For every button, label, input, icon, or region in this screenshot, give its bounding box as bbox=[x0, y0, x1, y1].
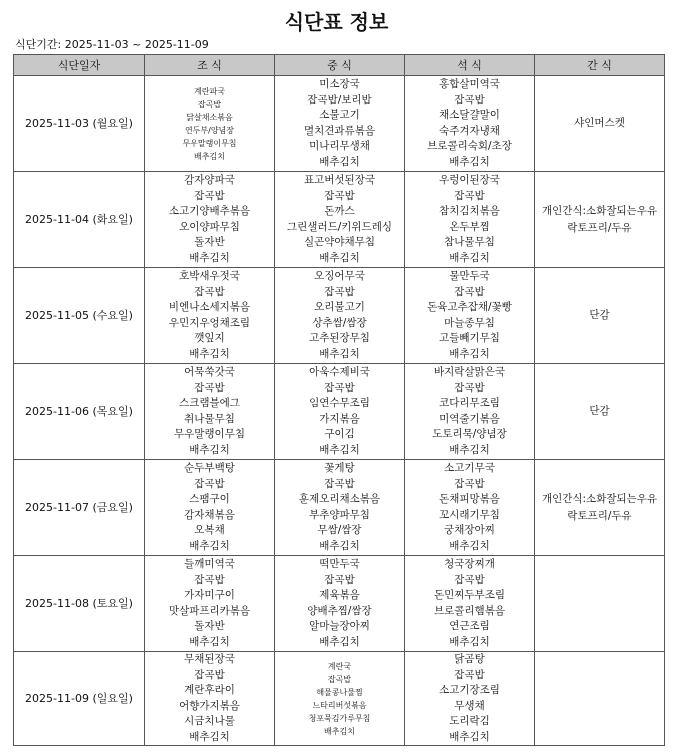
menu-item: 참치김치볶음 bbox=[439, 205, 500, 217]
menu-item: 계란후라이 bbox=[184, 684, 235, 696]
snack-cell bbox=[535, 652, 665, 746]
snack-cell bbox=[535, 172, 665, 268]
menu-item: 깻잎지 bbox=[194, 332, 225, 344]
table-row bbox=[14, 460, 665, 556]
menu-item: 무우말랭이무침 bbox=[182, 138, 237, 148]
table-row bbox=[14, 556, 665, 652]
menu-item: 잡곡밥 bbox=[324, 381, 355, 394]
menu-item: 잡곡밥/보리밥 bbox=[307, 93, 372, 106]
menu-item: 배추김치 bbox=[319, 347, 360, 360]
menu-item: 배추김치 bbox=[449, 155, 490, 168]
menu-item: 가자미구이 bbox=[184, 589, 235, 601]
date-cell: 2025-11-06 (목요일) bbox=[14, 364, 145, 460]
menu-item: 샤인머스켓 bbox=[574, 117, 625, 129]
menu-item: 배추김치 bbox=[189, 251, 230, 264]
lunch-cell bbox=[275, 364, 405, 460]
header-breakfast: 조 식 bbox=[145, 55, 275, 76]
menu-item: 잡곡밥 bbox=[324, 477, 355, 490]
breakfast-cell bbox=[145, 76, 275, 172]
menu-item: 소고기장조림 bbox=[439, 684, 500, 696]
lunch-cell bbox=[275, 172, 405, 268]
menu-item: 돌자반 bbox=[194, 620, 225, 632]
menu-item: 배추김치 bbox=[319, 443, 360, 456]
menu-item: 계란파국 bbox=[194, 86, 225, 96]
menu-item: 가지볶음 bbox=[319, 412, 360, 425]
menu-item: 소고기양배추볶음 bbox=[168, 205, 251, 217]
menu-item: 잡곡밥 bbox=[454, 381, 485, 394]
menu-item: 순두부백탕 bbox=[184, 462, 235, 474]
menu-item: 코다리무조림 bbox=[439, 397, 500, 409]
menu-item: 도리락김 bbox=[449, 715, 490, 727]
header-dinner: 석 식 bbox=[405, 55, 535, 76]
menu-item: 청포묵김가루무침 bbox=[308, 713, 371, 723]
dinner-cell bbox=[405, 556, 535, 652]
menu-item: 알마늘장아찌 bbox=[309, 620, 370, 632]
menu-item: 무생채 bbox=[454, 699, 485, 712]
menu-item: 배추김치 bbox=[319, 539, 360, 552]
menu-item: 숙주겨자냉채 bbox=[439, 124, 500, 137]
menu-item: 미나리무생채 bbox=[309, 140, 370, 152]
menu-item: 무우말랭이무침 bbox=[173, 428, 245, 440]
date-cell: 2025-11-07 (금요일) bbox=[14, 460, 145, 556]
date-cell: 2025-11-08 (토요일) bbox=[14, 556, 145, 652]
menu-item: 취나물무침 bbox=[184, 412, 235, 425]
menu-item: 락토프리/두유 bbox=[567, 221, 632, 234]
menu-item: 멸치견과류볶음 bbox=[303, 124, 375, 137]
menu-item: 오복채 bbox=[194, 524, 225, 536]
snack-cell bbox=[535, 556, 665, 652]
menu-item: 배추김치 bbox=[449, 730, 490, 743]
menu-item: 돈육고추잡채/꽃빵 bbox=[427, 301, 512, 313]
menu-item: 떡만두국 bbox=[319, 558, 360, 570]
menu-item: 돈까스 bbox=[324, 205, 355, 217]
menu-item: 표고버섯된장국 bbox=[303, 174, 375, 186]
menu-item: 잡곡밥 bbox=[454, 189, 485, 202]
menu-item: 배추김치 bbox=[319, 155, 360, 168]
menu-item: 잡곡밥 bbox=[194, 285, 225, 298]
menu-item: 감자양파국 bbox=[184, 174, 235, 186]
menu-item: 잡곡밥 bbox=[454, 668, 485, 681]
menu-item: 들깨미역국 bbox=[184, 558, 235, 570]
snack-cell bbox=[535, 460, 665, 556]
breakfast-cell bbox=[145, 460, 275, 556]
menu-item: 돈민찌두부조림 bbox=[433, 589, 505, 601]
menu-item: 개인간식:소화잘되는우유 bbox=[541, 204, 658, 217]
menu-item: 잡곡밥 bbox=[194, 477, 225, 490]
breakfast-cell bbox=[145, 556, 275, 652]
menu-item: 고들빼기무침 bbox=[439, 332, 500, 344]
dinner-cell bbox=[405, 460, 535, 556]
lunch-cell bbox=[275, 76, 405, 172]
table-row bbox=[14, 268, 665, 364]
menu-item: 임연수무조림 bbox=[309, 397, 370, 409]
menu-item: 돈채피망볶음 bbox=[439, 493, 500, 505]
menu-item: 무쌈/쌈장 bbox=[317, 524, 362, 536]
menu-item: 닭곰탕 bbox=[454, 653, 485, 665]
menu-item: 배추김치 bbox=[449, 443, 490, 456]
menu-item: 상추쌈/쌈장 bbox=[312, 316, 367, 329]
menu-item: 배추김치 bbox=[194, 151, 225, 161]
menu-item: 잡곡밥 bbox=[327, 674, 352, 684]
menu-item: 마늘종무침 bbox=[444, 316, 495, 329]
menu-item: 오이양파무침 bbox=[179, 220, 240, 233]
menu-item: 도토리묵/양념장 bbox=[432, 428, 507, 440]
menu-item: 시금치나물 bbox=[184, 715, 235, 727]
menu-item: 잡곡밥 bbox=[324, 189, 355, 202]
header-date: 식단일자 bbox=[14, 55, 145, 76]
table-row bbox=[14, 172, 665, 268]
menu-item: 배추김치 bbox=[449, 539, 490, 552]
lunch-cell bbox=[275, 556, 405, 652]
menu-item: 양배추찜/쌈장 bbox=[307, 604, 372, 617]
menu-item: 잡곡밥 bbox=[454, 477, 485, 490]
breakfast-cell bbox=[145, 172, 275, 268]
menu-item: 연두부/양념장 bbox=[184, 125, 235, 135]
menu-item: 계란국 bbox=[327, 661, 352, 671]
menu-item: 감자채볶음 bbox=[184, 508, 235, 521]
menu-item: 배추김치 bbox=[449, 347, 490, 360]
menu-item: 아욱수제비국 bbox=[309, 366, 370, 378]
menu-item: 부추양파무침 bbox=[309, 508, 370, 521]
menu-item: 스팸구이 bbox=[189, 493, 230, 505]
menu-item: 채소달걀말이 bbox=[439, 109, 500, 121]
date-cell: 2025-11-04 (화요일) bbox=[14, 172, 145, 268]
menu-item: 홍합살미역국 bbox=[439, 78, 500, 90]
menu-item: 배추김치 bbox=[324, 726, 355, 736]
menu-item: 그린샐러드/키위드레싱 bbox=[287, 220, 392, 233]
menu-item: 배추김치 bbox=[319, 251, 360, 264]
menu-item: 개인간식:소화잘되는우유 bbox=[541, 492, 658, 505]
menu-item: 궁채장아찌 bbox=[444, 524, 495, 536]
menu-item: 배추김치 bbox=[189, 539, 230, 552]
dinner-cell bbox=[405, 364, 535, 460]
menu-item: 배추김치 bbox=[189, 443, 230, 456]
lunch-cell bbox=[275, 268, 405, 364]
breakfast-cell bbox=[145, 364, 275, 460]
menu-item: 어묵쑥갓국 bbox=[184, 366, 235, 378]
dinner-cell bbox=[405, 268, 535, 364]
menu-item: 잡곡밥 bbox=[324, 573, 355, 586]
meal-period: 식단기간: 2025-11-03 ~ 2025-11-09 bbox=[15, 38, 209, 51]
menu-item: 배추김치 bbox=[189, 347, 230, 360]
menu-item: 오징어무국 bbox=[314, 270, 365, 282]
menu-item: 배추김치 bbox=[449, 251, 490, 264]
menu-item: 락토프리/두유 bbox=[567, 509, 632, 522]
menu-item: 고추된장무침 bbox=[309, 332, 370, 344]
dinner-cell bbox=[405, 652, 535, 746]
menu-item: 제육볶음 bbox=[319, 589, 360, 601]
menu-item: 돌자반 bbox=[194, 236, 225, 248]
menu-item: 스크램블에그 bbox=[179, 397, 240, 409]
menu-item: 실곤약야채무침 bbox=[303, 236, 375, 248]
menu-item: 미소장국 bbox=[319, 78, 360, 90]
dinner-cell bbox=[405, 172, 535, 268]
menu-item: 느타리버섯볶음 bbox=[312, 700, 367, 710]
snack-cell bbox=[535, 364, 665, 460]
breakfast-cell bbox=[145, 268, 275, 364]
menu-item: 우렁이된장국 bbox=[439, 174, 500, 186]
menu-item: 잡곡밥 bbox=[454, 93, 485, 106]
menu-item: 무채된장국 bbox=[184, 653, 235, 665]
header-lunch: 중 식 bbox=[275, 55, 405, 76]
menu-item: 잡곡밥 bbox=[324, 285, 355, 298]
dinner-cell bbox=[405, 76, 535, 172]
menu-item: 구이김 bbox=[324, 428, 355, 440]
snack-cell bbox=[535, 76, 665, 172]
table-row bbox=[14, 652, 665, 746]
page-title: 식단표 정보 bbox=[284, 10, 389, 34]
menu-item: 잡곡밥 bbox=[194, 668, 225, 681]
menu-item: 온두부찜 bbox=[449, 220, 490, 233]
menu-item: 미역줄기볶음 bbox=[439, 412, 500, 425]
table-row bbox=[14, 76, 665, 172]
menu-item: 닭살채소볶음 bbox=[186, 112, 233, 122]
menu-item: 배추김치 bbox=[319, 635, 360, 648]
menu-item: 잡곡밥 bbox=[197, 99, 222, 109]
menu-item: 어향가지볶음 bbox=[179, 699, 240, 712]
menu-item: 배추김치 bbox=[189, 730, 230, 743]
menu-item: 배추김치 bbox=[189, 635, 230, 648]
menu-item: 잡곡밥 bbox=[194, 381, 225, 394]
menu-item: 잡곡밥 bbox=[454, 285, 485, 298]
table-row bbox=[14, 364, 665, 460]
date-cell: 2025-11-03 (월요일) bbox=[14, 76, 145, 172]
meal-table bbox=[13, 54, 665, 746]
menu-item: 참나물무침 bbox=[444, 236, 495, 248]
table-header-row bbox=[14, 55, 665, 76]
date-cell: 2025-11-09 (일요일) bbox=[14, 652, 145, 746]
snack-cell bbox=[535, 268, 665, 364]
menu-item: 우민지우엉채조림 bbox=[168, 316, 251, 329]
menu-item: 물만두국 bbox=[449, 270, 490, 282]
menu-item: 해물콩나물찜 bbox=[316, 687, 363, 697]
date-cell: 2025-11-05 (수요일) bbox=[14, 268, 145, 364]
menu-item: 소고기무국 bbox=[444, 462, 495, 474]
menu-item: 연근조림 bbox=[449, 620, 490, 632]
menu-item: 바지락살맑은국 bbox=[433, 366, 505, 378]
menu-item: 브로콜리햄볶음 bbox=[433, 604, 505, 617]
menu-item: 단감 bbox=[589, 309, 610, 321]
menu-item: 훈제오리채소볶음 bbox=[298, 493, 381, 505]
menu-item: 꼬시래기무침 bbox=[439, 508, 500, 521]
menu-item: 소불고기 bbox=[319, 109, 360, 121]
menu-item: 단감 bbox=[589, 405, 610, 417]
menu-item: 청국장찌개 bbox=[444, 558, 495, 570]
menu-item: 배추김치 bbox=[449, 635, 490, 648]
menu-item: 오리불고기 bbox=[314, 301, 365, 313]
menu-item: 호박새우젓국 bbox=[179, 270, 240, 282]
lunch-cell bbox=[275, 652, 405, 746]
menu-item: 맛살파프리카볶음 bbox=[168, 604, 251, 617]
menu-item: 꽃게탕 bbox=[324, 462, 355, 474]
lunch-cell bbox=[275, 460, 405, 556]
menu-item: 비엔나소세지볶음 bbox=[168, 301, 251, 313]
header-snack: 간 식 bbox=[535, 55, 665, 76]
menu-item: 잡곡밥 bbox=[454, 573, 485, 586]
menu-item: 잡곡밥 bbox=[194, 573, 225, 586]
menu-item: 잡곡밥 bbox=[194, 189, 225, 202]
breakfast-cell bbox=[145, 652, 275, 746]
menu-item: 브로콜리숙회/초장 bbox=[427, 140, 512, 152]
